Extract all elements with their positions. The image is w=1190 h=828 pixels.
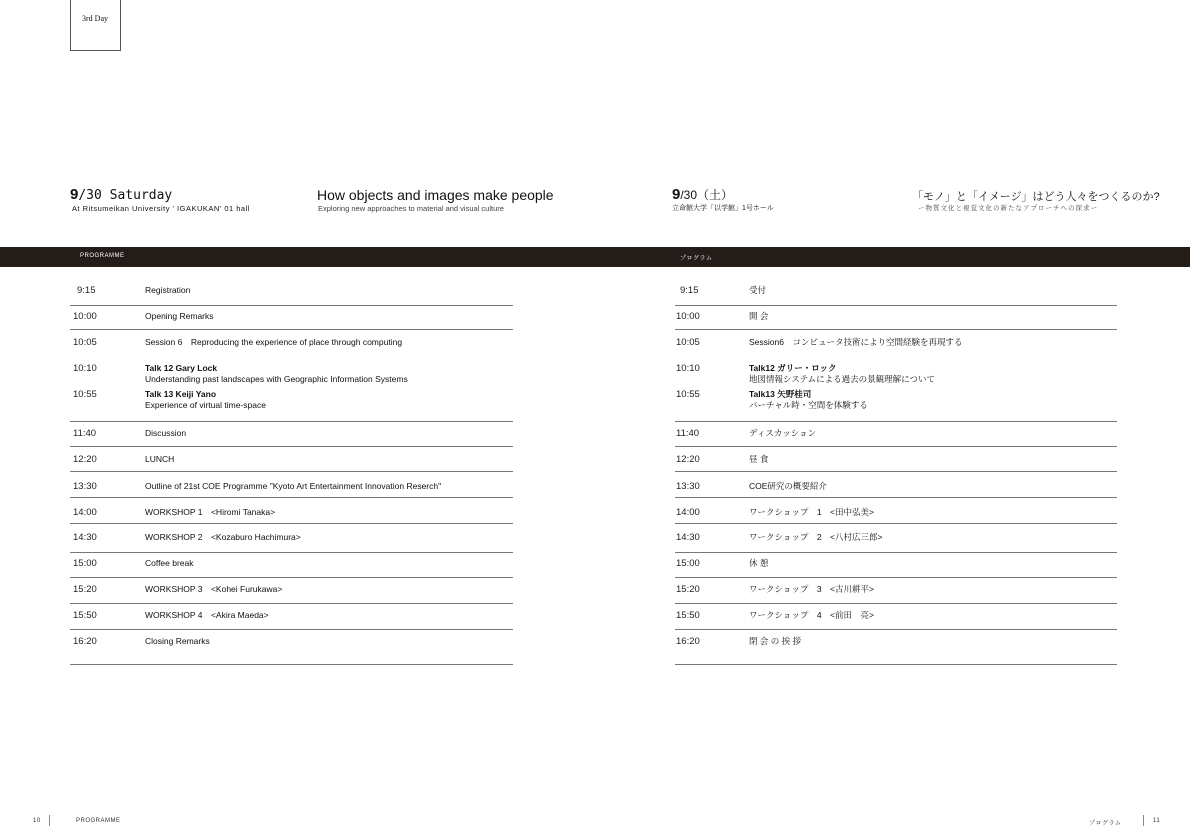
programme-time: 14:00 (676, 507, 700, 518)
row-separator (675, 603, 1117, 604)
programme-time: 10:55 (676, 389, 700, 400)
date-ja (672, 186, 733, 203)
programme-time: 10:10 (73, 363, 97, 374)
programme-item: COE研究の概要紹介 (749, 481, 827, 491)
programme-item: ワークショップ 4 <前田 亮> (749, 610, 874, 620)
programme-bar-label-en: PROGRAMME (80, 253, 125, 259)
row-separator (675, 421, 1117, 422)
page-number-right: 11 (1153, 818, 1161, 824)
date-ja-rest: /30（土） (680, 188, 734, 202)
programme-time: 16:20 (73, 636, 97, 647)
programme-time: 15:00 (676, 558, 700, 569)
footer-label-left: PROGRAMME (76, 818, 121, 824)
programme-item: Registration (145, 285, 191, 295)
programme-time: 13:30 (676, 481, 700, 492)
programme-item-detail: Understanding past landscapes with Geographic Information Systems (145, 374, 408, 384)
programme-bar (0, 247, 1190, 267)
programme-time: 15:00 (73, 558, 97, 569)
row-separator (70, 629, 513, 630)
footer-divider-right (1143, 815, 1144, 826)
programme-item: 閉 会 の 挨 拶 (749, 636, 801, 646)
row-separator (70, 305, 513, 306)
programme-item: ワークショップ 1 <田中弘美> (749, 507, 874, 517)
row-separator (675, 497, 1117, 498)
programme-time: 10:55 (73, 389, 97, 400)
programme-time: 10:00 (73, 311, 97, 322)
programme-item: WORKSHOP 1 <Hiromi Tanaka> (145, 507, 276, 517)
programme-time: 15:50 (676, 610, 700, 621)
programme-item: 開 会 (749, 311, 769, 321)
programme-item: WORKSHOP 2 <Kozaburo Hachimura> (145, 532, 301, 542)
programme-item: Outline of 21st COE Programme "Kyoto Art Entertainment Innovation Reserch" (145, 481, 442, 491)
row-separator (675, 446, 1117, 447)
row-separator (70, 497, 513, 498)
programme-item: Discussion (145, 428, 187, 438)
title-ja: 「モノ」と「イメージ」はどう人々をつくるのか? (912, 191, 1160, 203)
title-en: How objects and images make people (317, 187, 554, 203)
programme-item: Session 6 Reproducing the experience of place through computing (145, 337, 403, 347)
programme-item: WORKSHOP 3 <Kohei Furukawa> (145, 584, 283, 594)
row-separator (70, 603, 513, 604)
programme-bar-label-ja: プログラム (680, 256, 713, 262)
venue-ja: 立命館大学「以学館」1号ホール (672, 205, 774, 212)
programme-time: 11:40 (676, 428, 700, 439)
row-separator (675, 664, 1117, 665)
subtitle-en: Exploring new approaches to material and visual culture (318, 204, 504, 213)
row-separator (675, 629, 1117, 630)
programme-item: 昼 食 (749, 454, 769, 464)
programme-item: Closing Remarks (145, 636, 210, 646)
programme-time: 9:15 (77, 285, 96, 296)
venue-en: At Ritsumeikan University ' IGAKUKAN' 01 hall (72, 204, 250, 213)
programme-item-detail: バーチャル時・空間を体験する (749, 400, 868, 410)
programme-item: Talk 12 Gary Lock (145, 363, 218, 373)
row-separator (675, 577, 1117, 578)
row-separator (70, 664, 513, 665)
programme-item: Session6 コンピュータ技術により空間経験を再現する (749, 337, 963, 347)
subtitle-ja: ー物質文化と視覚文化の新たなアプローチへの探求ー (918, 205, 1098, 212)
day-label: 3rd Day (70, 0, 121, 51)
programme-time: 12:20 (73, 454, 97, 465)
footer-label-right: プログラム (1089, 821, 1122, 827)
row-separator (70, 523, 513, 524)
programme-time: 14:30 (676, 532, 700, 543)
programme-item: Coffee break (145, 558, 194, 568)
programme-time: 10:10 (676, 363, 700, 374)
programme-item: 受付 (749, 285, 767, 295)
programme-time: 13:30 (73, 481, 97, 492)
row-separator (70, 471, 513, 472)
programme-time: 9:15 (680, 285, 699, 296)
programme-item: Talk13 矢野桂司 (749, 389, 812, 399)
row-separator (675, 552, 1117, 553)
programme-time: 14:00 (73, 507, 97, 518)
programme-item-detail: 地図情報システムによる過去の景観理解について (749, 374, 935, 384)
programme-item: WORKSHOP 4 <Akira Maeda> (145, 610, 269, 620)
programme-time: 15:20 (73, 584, 97, 595)
row-separator (675, 523, 1117, 524)
programme-item: ワークショップ 2 <八村広三郎> (749, 532, 883, 542)
programme-time: 14:30 (73, 532, 97, 543)
page-number-left: 10 (33, 818, 41, 824)
programme-time: 11:40 (73, 428, 97, 439)
date-en-rest: /30 Saturday (78, 188, 173, 203)
programme-item: Talk12 ガリー・ロック (749, 363, 837, 373)
row-separator (70, 552, 513, 553)
row-separator (675, 471, 1117, 472)
programme-time: 15:50 (73, 610, 97, 621)
programme-item: ディスカッション (749, 428, 817, 438)
programme-item: Talk 13 Keiji Yano (145, 389, 217, 399)
date-en-day: 9 (70, 186, 79, 203)
date-en (70, 186, 172, 203)
row-separator (70, 577, 513, 578)
row-separator (675, 329, 1117, 330)
programme-time: 12:20 (676, 454, 700, 465)
programme-item: Opening Remarks (145, 311, 214, 321)
programme-item: LUNCH (145, 454, 175, 464)
row-separator (70, 421, 513, 422)
programme-time: 16:20 (676, 636, 700, 647)
programme-time: 15:20 (676, 584, 700, 595)
row-separator (675, 305, 1117, 306)
footer-divider-left (49, 815, 50, 826)
programme-time: 10:05 (676, 337, 700, 348)
programme-item-detail: Experience of virtual time-space (145, 400, 266, 410)
programme-item: 休 憩 (749, 558, 769, 568)
row-separator (70, 329, 513, 330)
programme-item: ワークショップ 3 <古川耕平> (749, 584, 874, 594)
programme-time: 10:00 (676, 311, 700, 322)
date-ja-day: 9 (672, 186, 681, 203)
programme-time: 10:05 (73, 337, 97, 348)
row-separator (70, 446, 513, 447)
